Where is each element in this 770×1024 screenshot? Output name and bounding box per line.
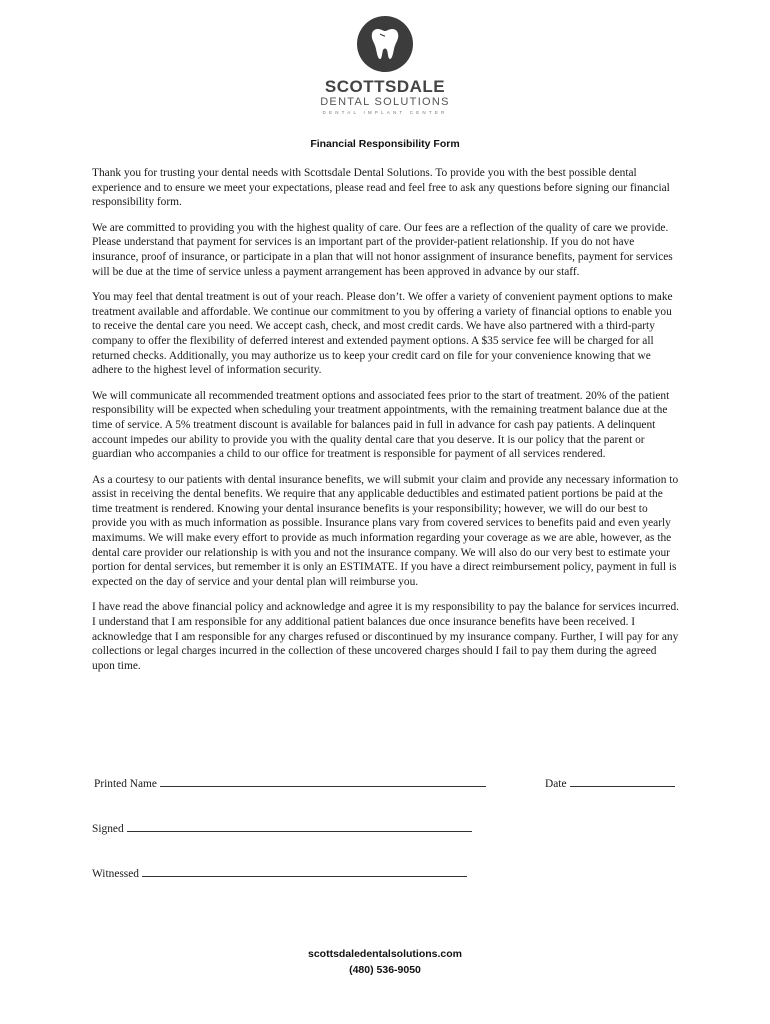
signed-row [92,821,472,835]
logo-practice-subname: DENTAL SOLUTIONS [320,96,450,108]
signed-label: Signed [92,823,124,835]
footer-website: scottsdaledentalsolutions.com [307,948,463,960]
paragraph-payment-options: You may feel that dental treatment is out of your reach. Please don’t. We offer a variety of convenient payment options to make treatment available and affordable. We continue our commitment to you by offering a variety of financial options to enable you to receive the dental care you need. We accept cash, check, and most credit cards. We have also partnered with a third-party company to offer the flexibility of deferred interest and extended payment options. A $35 service fee will be charged for all returned checks. Additionally, you may authorize us to keep your credit card on file for your convenience knowing that we adhere to the highest level of information security. [92,291,673,377]
policy-text [92,166,682,684]
witnessed-label: Witnessed [92,868,139,880]
logo-practice-name: SCOTTSDALE [324,77,446,96]
printed-name-field[interactable] [160,776,486,787]
witnessed-row [92,866,467,880]
tooth-icon [370,27,400,61]
printed-name-row [94,776,486,790]
date-row [545,776,675,790]
footer [0,946,770,978]
paragraph-quality-of-care: We are committed to providing you with the highest quality of care. Our fees are a reflection of the quality of care we provide. Please understand that payment for services is an important part of the provider-patient relationship. If you do not have insurance, proof of insurance, or participate in a plan that will not honor assignment of insurance benefits, payment for services will be due at the time of service unless a payment arrangement has been approved in advance by our staff. [92,221,673,278]
witness-field[interactable] [142,866,467,877]
logo-badge [357,16,413,72]
date-field[interactable] [570,776,675,787]
footer-phone: (480) 536-9050 [349,964,421,976]
printed-name-label: Printed Name [94,778,157,790]
paragraph-insurance: As a courtesy to our patients with dental insurance benefits, we will submit your claim and provide any necessary information to assist in receiving the dental benefits. We require that any applicable deductibles and estimated patient portions be paid at the time treatment is rendered. Knowing your dental insurance benefits is your responsibility; however, we will do our best to provide you with as much information as possible. Insurance plans vary from covered services to benefits paid and even yearly maximums. We will make every effort to provide as much information regarding your coverage as we are able, however, as the dental care provider our relationship is with you and not the insurance company. We will also do our very best to estimate your portion for dental services, but remember it is only an ESTIMATE. If you have a direct reimbursement policy, payment in full is expected on the day of service and your dental plan will reimburse you. [92,473,679,588]
paragraph-intro: Thank you for trusting your dental needs with Scottsdale Dental Solutions. To provide you with the best possible dental experience and to ensure we meet your expectations, please read and feel free to ask any questions before signing our financial responsibility form. [92,167,670,209]
practice-logo [0,16,770,116]
form-title: Financial Responsibility Form [310,138,460,150]
paragraph-treatment-fees: We will communicate all recommended treatment options and associated fees prior to the start of treatment. 20% of the patient responsibility will be expected when scheduling your treatment appointments, with the remaining treatment balance due at the time of service. A 5% treatment discount is available for balances paid in full in advance for cash pay patients. A delinquent account impedes our ability to provide you with the quality dental care that you deserve. It is our policy that the parent or guardian who accompanies a child to our office for treatment is responsible for payment of all services rendered. [92,389,670,461]
paragraph-acknowledgement: I have read the above financial policy and acknowledge and agree it is my responsibility to pay the balance for services incurred. I understand that I am responsible for any additional patient balances due once insurance benefits have been received. I acknowledge that I am responsible for any charges refused or discontinued by my insurance company. Further, I will pay for any collections or legal charges incurred in the collection of these uncovered charges should I fail to pay them during the agreed upon time. [92,601,680,672]
logo-tagline: DENTAL IMPLANT CENTER [322,110,448,115]
signature-field[interactable] [127,821,472,832]
date-label: Date [545,778,567,790]
